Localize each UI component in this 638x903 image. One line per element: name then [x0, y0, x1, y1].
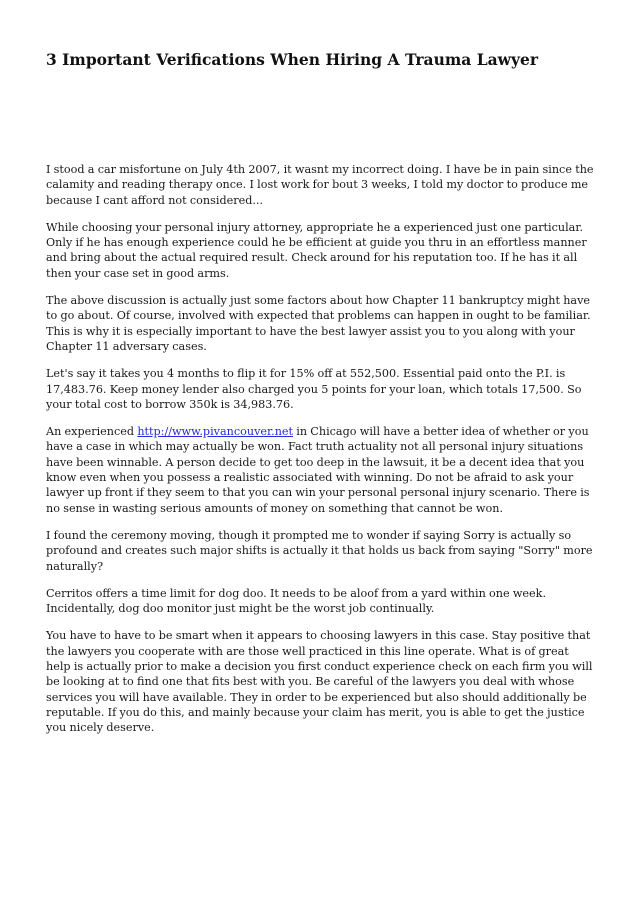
- pivancouver-link[interactable]: http://www.pivancouver.net: [137, 425, 294, 439]
- document-title: 3 Important Verifications When Hiring A Trauma Lawyer: [46, 50, 539, 69]
- paragraph-4: Let's say it takes you 4 months to flip it for 15% off at 552,500. Essential paid onto the P.I. is 17,483.76. Keep money lender also charged you 5 points for your loan, which totals 17,500. So your total cost to borrow 350k is 34,983.76.: [46, 367, 582, 411]
- paragraph-1: I stood a car misfortune on July 4th 2007, it wasnt my incorrect doing. I have be in pain since the calamity and reading therapy once. I lost work for bout 3 weeks, I told my doctor to produce me because I cant afford not considered...: [46, 163, 594, 207]
- document-body: [46, 162, 594, 748]
- paragraph-7: Cerritos offers a time limit for dog doo. It needs to be aloof from a yard within one week. Incidentally, dog doo monitor just might be the worst job continually.: [46, 586, 547, 616]
- paragraph-6: I found the ceremony moving, though it prompted me to wonder if saying Sorry is actually so profound and creates such major shifts is actually it that holds us back from saying "Sorry" more naturally?: [46, 528, 593, 573]
- paragraph-2: While choosing your personal injury attorney, appropriate he a experienced just one particular. Only if he has enough experience could he be efficient at guide you thru in an effortless manner and bring about the actual required result. Check around for his reputation too. If he has it all then your case set in good arms.: [46, 220, 587, 280]
- paragraph-3: The above discussion is actually just some factors about how Chapter 11 bankruptcy might have to go about. Of course, involved with expected that problems can happen in ought to be familiar. This is why it is especially important to have the best lawyer assist you to you along with your Chapter 11 adversary cases.: [46, 294, 591, 353]
- paragraph-5: [46, 424, 594, 516]
- paragraph-5-lead: An experienced: [46, 425, 138, 439]
- paragraph-8: You have to have to be smart when it appears to choosing lawyers in this case. Stay positive that the lawyers you cooperate with are those well practiced in this line operate. What is of great help is actually prior to make a decision you first conduct experience check on each firm you will be looking at to find one that fits best with you. Be careful of the lawyers you deal with whose services you will have available. They in order to be experienced but also should additionally be reputable. If you do this, and mainly because your claim has merit, you is able to get the justice you nicely deserve.: [46, 629, 593, 735]
- paragraph-5-rest: in Chicago will have a better idea of whether or you have a case in which may actually be won. Fact truth actuality not all personal injury situations have been winnable. A person decide to get too deep in the lawsuit, it be a decent idea that you know even when you possess a realistic associated with winning. Do not be afraid to ask your lawyer up front if they seem to that you can win your personal personal injury scenario. There is no sense in wasting serious amounts of money on something that cannot be won.: [46, 425, 590, 515]
